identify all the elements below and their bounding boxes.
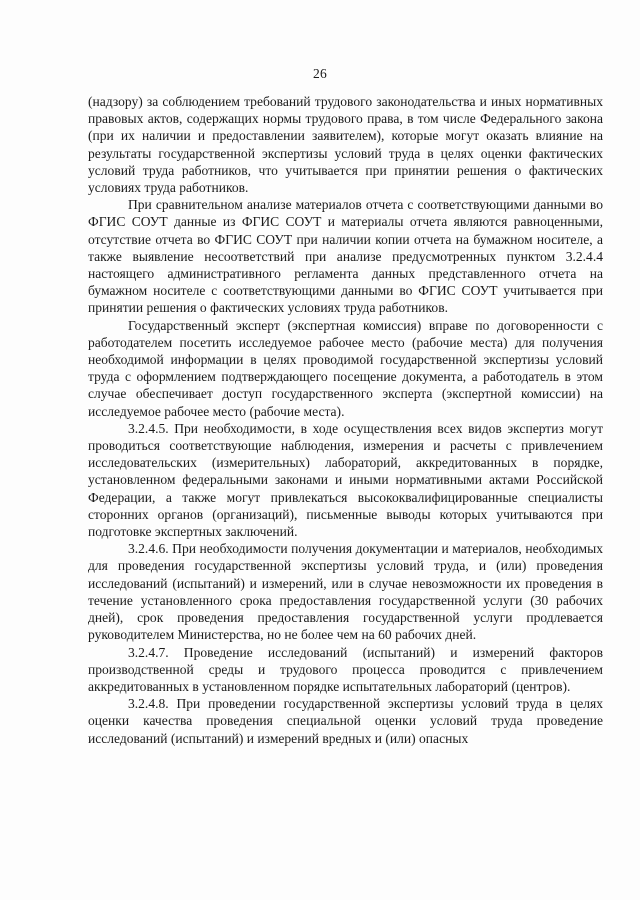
document-body [88, 93, 603, 747]
paragraph-expert-visit: Государственный эксперт (экспертная комиссия) вправе по договоренности с работодателем посетить исследуемое рабочее место (рабочие места) для получения необходимой информации в целях проводимой государственной экспертизы условий труда с оформлением подтверждающего посещение документа, а работодатель в этом случае обеспечивает доступ государственного эксперта (экспертной комиссии) на исследуемое рабочее место (рабочие места). [88, 317, 603, 419]
paragraph-3-2-4-6: 3.2.4.6. При необходимости получения документации и материалов, необходимых для проведения государственной экспертизы условий труда, и (или) проведения исследований (испытаний) и измерений, или в случае невозможности их проведения в течение установленного срока предоставления государственной услуги (30 рабочих дней), срок проведения предоставления государственной услуги продлевается руководителем Министерства, но не более чем на 60 рабочих дней. [88, 541, 603, 643]
paragraph-continuation: (надзору) за соблюдением требований трудового законодательства и иных нормативных правовых актов, содержащих нормы трудового права, в том числе Федерального закона (при их наличии и предоставлении заявителем), которые могут оказать влияние на результаты государственной экспертизы условий труда в целях оценки фактических условий труда работников, что учитывается при принятии решения о фактических условиях труда работников. [88, 94, 603, 196]
paragraph-3-2-4-7: 3.2.4.7. Проведение исследований (испытаний) и измерений факторов производственной среды и трудового процесса проводится с привлечением аккредитованных в установленном порядке испытательных лабораторий (центров). [88, 644, 603, 694]
page-number: 26 [313, 66, 327, 81]
paragraph-3-2-4-8: 3.2.4.8. При проведении государственной экспертизы условий труда в целях оценки качества проведения специальной оценки условий труда проведение исследований (испытаний) и измерений вредных и (или) опасных [88, 696, 603, 746]
paragraph-3-2-4-5: 3.2.4.5. При необходимости, в ходе осуществления всех видов экспертиз могут проводиться соответствующие наблюдения, измерения и расчеты с привлечением исследовательских (измерительных) лабораторий, аккредитованных в порядке, установленном федеральными законами и иными нормативными актами Российской Федерации, а также могут привлекаться высококвалифицированные специалисты сторонних органов (организаций), письменные выводы которых учитываются при подготовке экспертных заключений. [88, 420, 603, 540]
paragraph-comparative-analysis: При сравнительном анализе материалов отчета с соответствующими данными во ФГИС СОУТ данные из ФГИС СОУТ и материалы отчета являются равноценными, отсутствие отчета во ФГИС СОУТ при наличии копии отчета на бумажном носителе, а также выявление несоответствий при анализе предусмотренных пунктом 3.2.4.4 настоящего административного регламента данных представленного отчета на бумажном носителе с соответствующими данными во ФГИС СОУТ учитывается при принятии решения о фактических условиях труда работников. [88, 197, 603, 316]
